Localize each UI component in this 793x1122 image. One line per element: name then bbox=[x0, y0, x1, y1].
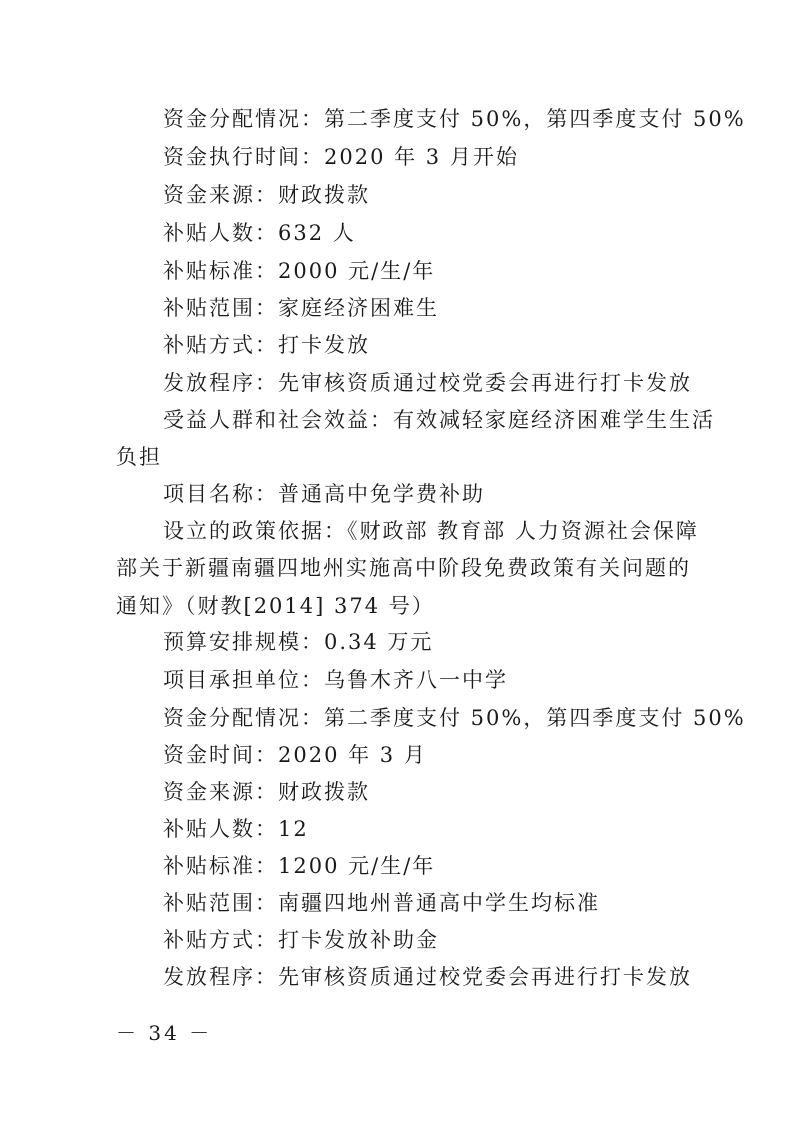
text-line: 资金分配情况：第二季度支付 50%，第四季度支付 50% bbox=[163, 706, 746, 730]
text-line: 部关于新疆南疆四地州实施高中阶段免费政策有关问题的 bbox=[116, 556, 691, 580]
text-line: 项目承担单位：乌鲁木齐八一中学 bbox=[163, 668, 508, 692]
text-line: 补贴范围：家庭经济困难生 bbox=[163, 296, 439, 320]
text-line: 预算安排规模：0.34 万元 bbox=[163, 630, 434, 654]
text-line: 发放程序：先审核资质通过校党委会再进行打卡发放 bbox=[163, 965, 692, 989]
text-line: 项目名称：普通高中免学费补助 bbox=[163, 482, 485, 506]
text-line: 受益人群和社会效益：有效减轻家庭经济困难学生生活 bbox=[163, 408, 715, 432]
text-line: 补贴人数：12 bbox=[163, 817, 309, 841]
text-line: 资金时间：2020 年 3 月 bbox=[163, 743, 427, 767]
text-line: 设立的政策依据：《财政部 教育部 人力资源社会保障 bbox=[163, 519, 699, 543]
text-line: 补贴标准：1200 元/生/年 bbox=[163, 854, 436, 878]
text-line: 补贴范围：南疆四地州普通高中学生均标准 bbox=[163, 891, 600, 915]
text-line: 通知》（财教[2014] 374 号） bbox=[116, 594, 435, 618]
text-line: 发放程序：先审核资质通过校党委会再进行打卡发放 bbox=[163, 371, 692, 395]
text-line: 补贴方式：打卡发放补助金 bbox=[163, 928, 439, 952]
text-line: 资金分配情况：第二季度支付 50%，第四季度支付 50% bbox=[163, 107, 746, 131]
text-line: 资金执行时间：2020 年 3 月开始 bbox=[163, 145, 519, 169]
text-line: 补贴标准：2000 元/生/年 bbox=[163, 259, 436, 283]
page-number: － 34 － bbox=[116, 1021, 213, 1045]
text-line: 补贴人数：632 人 bbox=[163, 221, 356, 245]
text-line: 资金来源：财政拨款 bbox=[163, 183, 370, 207]
text-line: 负担 bbox=[116, 445, 162, 469]
text-line: 补贴方式：打卡发放 bbox=[163, 333, 370, 357]
text-line: 资金来源：财政拨款 bbox=[163, 780, 370, 804]
